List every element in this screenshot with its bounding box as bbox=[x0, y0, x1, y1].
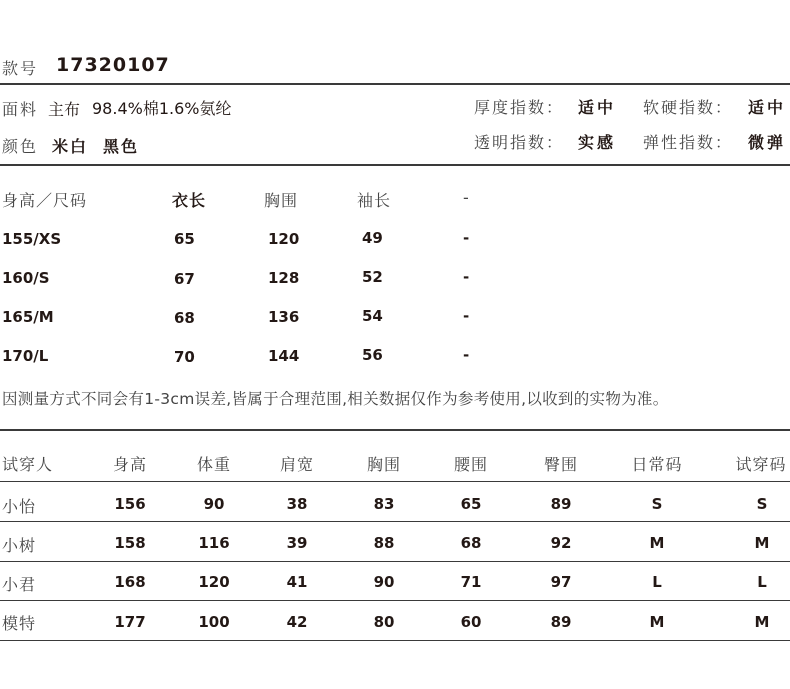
model-cell: 41 bbox=[286, 573, 308, 591]
model-cell: 39 bbox=[286, 534, 308, 552]
model-cell: 168 bbox=[114, 573, 146, 591]
fabric-main: 主布 bbox=[48, 100, 81, 119]
model-cell: 120 bbox=[198, 573, 230, 591]
thickness-value: 适中 bbox=[578, 98, 617, 117]
model-header: 试穿码 bbox=[735, 455, 787, 474]
model-cell: 80 bbox=[373, 613, 395, 631]
row-divider bbox=[0, 521, 790, 522]
model-cell: 90 bbox=[203, 495, 225, 513]
style-code-label: 款号 bbox=[2, 59, 39, 78]
size-cell: - bbox=[463, 346, 470, 364]
thickness-label: 厚度指数： bbox=[474, 98, 565, 117]
model-cell: 65 bbox=[460, 495, 482, 513]
model-name: 小君 bbox=[2, 575, 37, 594]
model-cell: 68 bbox=[460, 534, 482, 552]
size-cell: - bbox=[463, 229, 470, 247]
size-cell: - bbox=[463, 307, 470, 325]
model-cell: 60 bbox=[460, 613, 482, 631]
model-header: 臀围 bbox=[543, 455, 579, 474]
style-code-value: 17320107 bbox=[56, 54, 170, 76]
model-header: 试穿人 bbox=[2, 455, 54, 474]
model-cell: 83 bbox=[373, 495, 395, 513]
row-divider bbox=[0, 600, 790, 601]
fabric-value: 98.4%棉1.6%氨纶 bbox=[92, 99, 232, 118]
model-cell: S bbox=[651, 495, 663, 513]
size-cell: 65 bbox=[174, 230, 195, 248]
divider bbox=[0, 164, 790, 166]
size-cell: 67 bbox=[174, 270, 195, 288]
model-cell: L bbox=[757, 573, 767, 591]
elasticity-label: 弹性指数： bbox=[643, 133, 734, 152]
color-label: 颜色 bbox=[2, 137, 39, 156]
size-cell: 49 bbox=[362, 229, 383, 247]
model-header: 胸围 bbox=[366, 455, 402, 474]
row-divider bbox=[0, 561, 790, 562]
size-cell: 54 bbox=[362, 307, 383, 325]
size-cell: 155/XS bbox=[2, 230, 62, 248]
size-cell: 70 bbox=[174, 348, 195, 366]
color-value-1: 米白 bbox=[52, 137, 89, 156]
model-name: 模特 bbox=[2, 614, 37, 633]
softness-label: 软硬指数： bbox=[643, 98, 734, 117]
model-header: 肩宽 bbox=[279, 455, 315, 474]
model-header: 日常码 bbox=[631, 455, 683, 474]
row-divider bbox=[0, 640, 790, 641]
model-cell: 88 bbox=[373, 534, 395, 552]
model-cell: 38 bbox=[286, 495, 308, 513]
transparency-label: 透明指数： bbox=[474, 133, 565, 152]
model-cell: 90 bbox=[373, 573, 395, 591]
model-cell: L bbox=[652, 573, 662, 591]
model-cell: 116 bbox=[198, 534, 230, 552]
fabric-label: 面料 bbox=[2, 100, 39, 119]
size-header: 身高／尺码 bbox=[2, 191, 88, 210]
model-cell: 177 bbox=[114, 613, 146, 631]
size-cell: 120 bbox=[268, 230, 300, 248]
model-cell: 158 bbox=[114, 534, 146, 552]
model-header: 体重 bbox=[196, 455, 232, 474]
model-name: 小怡 bbox=[2, 497, 37, 516]
model-cell: 156 bbox=[114, 495, 146, 513]
model-cell: 42 bbox=[286, 613, 308, 631]
size-cell: 165/M bbox=[2, 308, 54, 326]
size-cell: 56 bbox=[362, 346, 383, 364]
softness-value: 适中 bbox=[748, 98, 787, 117]
row-divider bbox=[0, 481, 790, 482]
size-cell: 52 bbox=[362, 268, 383, 286]
size-header: 衣长 bbox=[172, 191, 207, 210]
size-cell: 170/L bbox=[2, 347, 49, 365]
model-cell: 89 bbox=[550, 613, 572, 631]
model-cell: 92 bbox=[550, 534, 572, 552]
measurement-note: 因测量方式不同会有1-3cm误差,皆属于合理范围,相关数据仅作为参考使用,以收到的实物为准。 bbox=[2, 390, 669, 408]
model-header: 腰围 bbox=[453, 455, 489, 474]
size-cell: 144 bbox=[268, 347, 300, 365]
size-header: - bbox=[463, 188, 470, 207]
model-cell: M bbox=[649, 534, 665, 552]
model-header: 身高 bbox=[112, 455, 148, 474]
color-value-2: 黑色 bbox=[103, 137, 140, 156]
size-header: 胸围 bbox=[264, 191, 299, 210]
size-cell: 68 bbox=[174, 309, 195, 327]
divider bbox=[0, 429, 790, 431]
model-cell: M bbox=[754, 613, 770, 631]
model-cell: 71 bbox=[460, 573, 482, 591]
size-header: 袖长 bbox=[357, 191, 392, 210]
size-cell: 136 bbox=[268, 308, 300, 326]
model-name: 小树 bbox=[2, 536, 37, 555]
elasticity-value: 微弹 bbox=[748, 133, 787, 152]
size-cell: 128 bbox=[268, 269, 300, 287]
model-cell: 89 bbox=[550, 495, 572, 513]
divider bbox=[0, 83, 790, 85]
size-cell: 160/S bbox=[2, 269, 50, 287]
model-cell: M bbox=[649, 613, 665, 631]
model-cell: 97 bbox=[550, 573, 572, 591]
model-cell: M bbox=[754, 534, 770, 552]
model-cell: S bbox=[756, 495, 768, 513]
transparency-value: 实感 bbox=[578, 133, 617, 152]
size-cell: - bbox=[463, 268, 470, 286]
model-cell: 100 bbox=[198, 613, 230, 631]
